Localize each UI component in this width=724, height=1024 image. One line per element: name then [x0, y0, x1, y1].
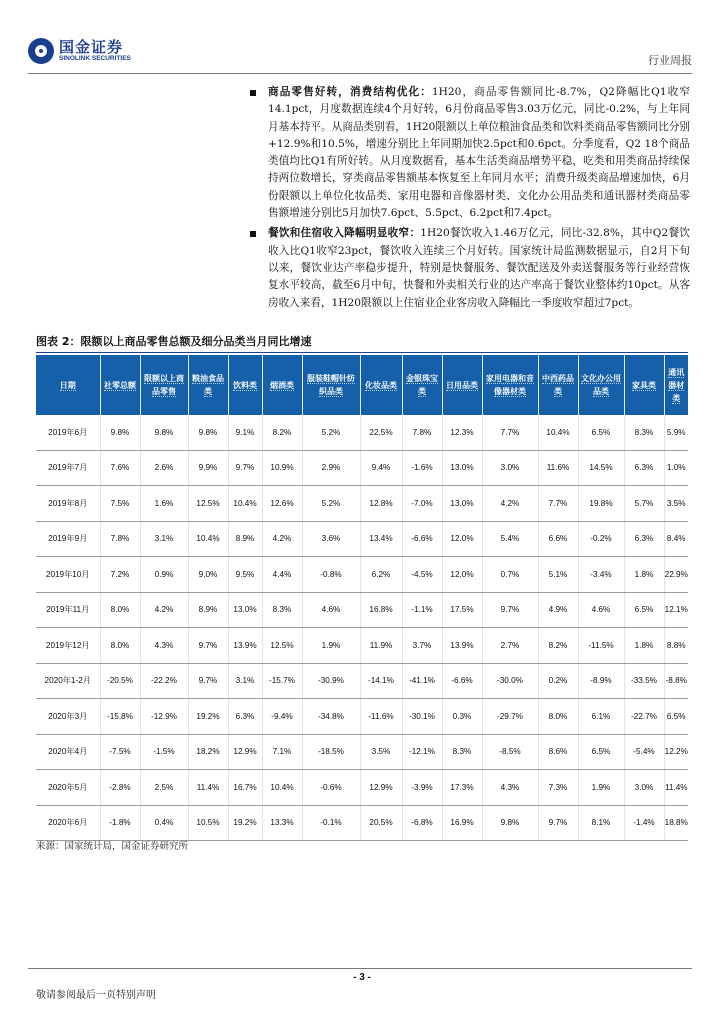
- table-cell: 0.7%: [482, 557, 538, 593]
- table-cell: -22.2%: [140, 663, 188, 699]
- table-cell: 7.3%: [538, 770, 578, 806]
- table-cell: 6.5%: [578, 415, 624, 450]
- table-cell: 8.0%: [100, 628, 140, 664]
- table-cell: 8.0%: [100, 592, 140, 628]
- table-cell: 13.3%: [262, 805, 302, 841]
- table-cell: 2.7%: [482, 628, 538, 664]
- row-date-cell: 2019年10月: [36, 557, 100, 593]
- table-cell: 2.6%: [140, 450, 188, 486]
- table-cell: 5.1%: [538, 557, 578, 593]
- retail-growth-table: [36, 355, 688, 841]
- table-cell: 12.3%: [442, 415, 482, 450]
- bullet-title: 餐饮和住宿收入降幅明显收窄：: [268, 227, 421, 240]
- table-cell: 8.4%: [664, 521, 688, 557]
- table-cell: 6.5%: [578, 734, 624, 770]
- table-cell: -11.5%: [578, 628, 624, 664]
- table-row: [36, 521, 688, 557]
- table-cell: -6.6%: [402, 521, 442, 557]
- col-header: 服装鞋帽针纺织品类: [302, 355, 360, 415]
- table-cell: 3.1%: [140, 521, 188, 557]
- table-cell: 7.8%: [402, 415, 442, 450]
- table-cell: 13.0%: [442, 486, 482, 522]
- table-row: [36, 699, 688, 735]
- col-header: 烟酒类: [262, 355, 302, 415]
- bullet-body: 1H20，商品零售额同比-8.7%，Q2降幅比Q1收窄14.1pct，月度数据连续4个月好转，6月份商品零售3.03万亿元，同比-0.2%，与上年同月基本持平。从商品类别看，1H20限额以上单位粮油食品类和饮料类商品零售额同比分别+12.9%和10.5%，增速分别比上年同期加快2.5pct和0.6pct。分季度看，Q2 18个商品类值均比Q1有所好转。从月度数据看，基本生活类商品增势平稳，吃类和用类商品持续保持两位数增长，穿类商品零售额基本恢复至上年同月水平；消费升级类商品增速加快，6月份限额以上单位化妆品类、家用电器和音像器材类、文化办公用品类和通讯器材类商品零售额增速分别比5月加快7.6pct、5.5pct、6.2pct和7.4pct。: [268, 86, 690, 220]
- table-header-row: [36, 355, 688, 415]
- table-cell: 10.4%: [538, 415, 578, 450]
- table-cell: 11.4%: [188, 770, 228, 806]
- table-cell: -5.4%: [624, 734, 664, 770]
- row-date-cell: 2019年6月: [36, 415, 100, 450]
- table-cell: 12.0%: [442, 557, 482, 593]
- table-cell: -15.8%: [100, 699, 140, 735]
- table-cell: 1.8%: [624, 557, 664, 593]
- data-table-container: [36, 355, 688, 841]
- table-cell: 9.7%: [538, 805, 578, 841]
- table-cell: -15.7%: [262, 663, 302, 699]
- header-divider: [28, 73, 692, 74]
- table-cell: 9.7%: [188, 628, 228, 664]
- table-cell: 10.5%: [188, 805, 228, 841]
- figure-title: 图表 2：限额以上商品零售总额及细分品类当月同比增速: [36, 334, 688, 353]
- table-cell: 5.7%: [624, 486, 664, 522]
- table-cell: 11.4%: [664, 770, 688, 806]
- table-cell: -3.4%: [578, 557, 624, 593]
- table-cell: 8.9%: [188, 592, 228, 628]
- table-cell: 11.6%: [538, 450, 578, 486]
- table-cell: 6.3%: [228, 699, 262, 735]
- table-cell: 5.4%: [482, 521, 538, 557]
- table-cell: -12.1%: [402, 734, 442, 770]
- disclaimer: 敬请参阅最后一页特别声明: [36, 990, 156, 1001]
- table-cell: 8.3%: [624, 415, 664, 450]
- table-cell: 12.8%: [360, 486, 402, 522]
- table-cell: 8.2%: [262, 415, 302, 450]
- table-cell: -14.1%: [360, 663, 402, 699]
- table-cell: 16.7%: [228, 770, 262, 806]
- table-cell: 14.5%: [578, 450, 624, 486]
- table-cell: 8.1%: [578, 805, 624, 841]
- table-cell: 4.9%: [538, 592, 578, 628]
- table-cell: 0.2%: [538, 663, 578, 699]
- table-cell: -2.8%: [100, 770, 140, 806]
- row-date-cell: 2019年12月: [36, 628, 100, 664]
- table-cell: -7.5%: [100, 734, 140, 770]
- table-cell: 8.3%: [262, 592, 302, 628]
- table-cell: 4.4%: [262, 557, 302, 593]
- col-header: 社零总额: [100, 355, 140, 415]
- table-cell: 18.2%: [188, 734, 228, 770]
- table-cell: 5.2%: [302, 415, 360, 450]
- table-cell: -41.1%: [402, 663, 442, 699]
- logo-en: SINOLINK SECURITIES: [59, 55, 131, 62]
- analysis-bullets: [250, 84, 690, 315]
- table-cell: -1.1%: [402, 592, 442, 628]
- table-cell: -29.7%: [482, 699, 538, 735]
- table-cell: 0.4%: [140, 805, 188, 841]
- table-cell: -7.0%: [402, 486, 442, 522]
- table-cell: 9.9%: [188, 450, 228, 486]
- table-cell: -8.5%: [482, 734, 538, 770]
- table-row: [36, 663, 688, 699]
- table-cell: 8.8%: [664, 628, 688, 664]
- company-logo: [28, 38, 131, 64]
- table-cell: 13.9%: [442, 628, 482, 664]
- table-cell: 3.7%: [402, 628, 442, 664]
- table-cell: 17.3%: [442, 770, 482, 806]
- table-cell: 19.8%: [578, 486, 624, 522]
- col-header: 日用品类: [442, 355, 482, 415]
- table-cell: 22.5%: [360, 415, 402, 450]
- table-cell: 10.4%: [228, 486, 262, 522]
- table-cell: 7.1%: [262, 734, 302, 770]
- table-cell: -33.5%: [624, 663, 664, 699]
- table-cell: 13.0%: [228, 592, 262, 628]
- table-row: [36, 450, 688, 486]
- table-cell: 9.4%: [360, 450, 402, 486]
- row-date-cell: 2020年1-2月: [36, 663, 100, 699]
- table-cell: 19.2%: [228, 805, 262, 841]
- table-cell: -8.9%: [578, 663, 624, 699]
- table-cell: 12.5%: [188, 486, 228, 522]
- table-cell: 3.0%: [624, 770, 664, 806]
- table-cell: 7.7%: [538, 486, 578, 522]
- table-cell: 1.9%: [578, 770, 624, 806]
- row-date-cell: 2020年3月: [36, 699, 100, 735]
- table-cell: 4.2%: [482, 486, 538, 522]
- table-cell: -0.2%: [578, 521, 624, 557]
- table-row: [36, 805, 688, 841]
- table-cell: 13.9%: [228, 628, 262, 664]
- col-header: 中西药品类: [538, 355, 578, 415]
- table-cell: 5.2%: [302, 486, 360, 522]
- col-header: 家具类: [624, 355, 664, 415]
- table-cell: 12.9%: [360, 770, 402, 806]
- table-cell: 8.2%: [538, 628, 578, 664]
- table-cell: -20.5%: [100, 663, 140, 699]
- bullet-square-icon: [250, 90, 256, 96]
- table-cell: 12.2%: [664, 734, 688, 770]
- table-cell: -6.8%: [402, 805, 442, 841]
- bullet-catering: [250, 225, 690, 311]
- table-cell: 12.9%: [228, 734, 262, 770]
- table-cell: -0.6%: [302, 770, 360, 806]
- figure-source: 来源：国家统计局，国金证券研究所: [36, 841, 189, 852]
- table-cell: 4.2%: [262, 521, 302, 557]
- table-cell: 9.5%: [228, 557, 262, 593]
- table-cell: 9.8%: [100, 415, 140, 450]
- page-number: - 3 -: [353, 972, 371, 983]
- table-cell: 12.5%: [262, 628, 302, 664]
- table-cell: 4.6%: [302, 592, 360, 628]
- table-cell: 10.4%: [188, 521, 228, 557]
- table-cell: -3.9%: [402, 770, 442, 806]
- row-date-cell: 2020年5月: [36, 770, 100, 806]
- table-cell: 22.9%: [664, 557, 688, 593]
- table-cell: 12.0%: [442, 521, 482, 557]
- table-cell: 4.2%: [140, 592, 188, 628]
- table-cell: -34.8%: [302, 699, 360, 735]
- table-cell: 6.2%: [360, 557, 402, 593]
- table-cell: -1.4%: [624, 805, 664, 841]
- table-cell: 8.9%: [228, 521, 262, 557]
- table-cell: 7.6%: [100, 450, 140, 486]
- table-cell: 6.1%: [578, 699, 624, 735]
- table-cell: 9.7%: [482, 592, 538, 628]
- table-cell: -1.6%: [402, 450, 442, 486]
- table-cell: 10.9%: [262, 450, 302, 486]
- table-cell: 6.3%: [624, 450, 664, 486]
- bullet-square-icon: [250, 231, 256, 237]
- table-cell: 2.5%: [140, 770, 188, 806]
- table-cell: 3.5%: [664, 486, 688, 522]
- col-header: 粮油食品类: [188, 355, 228, 415]
- row-date-cell: 2019年8月: [36, 486, 100, 522]
- table-cell: 2.9%: [302, 450, 360, 486]
- row-date-cell: 2020年4月: [36, 734, 100, 770]
- bullet-body: 1H20餐饮收入1.46万亿元，同比-32.8%，其中Q2餐饮收入比Q1收窄23pct，餐饮收入连续三个月好转。国家统计局监测数据显示，自2月下旬以来，餐饮业达产率稳步提升，特别是快餐服务、餐饮配送及外卖送餐服务等行业经营恢复水平较高，截至6月中旬，快餐和外卖相关行业的达产率高于餐饮业整体约10pct。从客房收入来看，1H20限额以上住宿业企业客房收入降幅比一季度收窄超过7pct。: [268, 227, 690, 309]
- table-cell: 6.3%: [624, 521, 664, 557]
- table-cell: -4.5%: [402, 557, 442, 593]
- table-cell: 20.5%: [360, 805, 402, 841]
- table-cell: 4.3%: [482, 770, 538, 806]
- table-cell: 9.7%: [228, 450, 262, 486]
- table-cell: 12.1%: [664, 592, 688, 628]
- col-header: 家用电器和音像器材类: [482, 355, 538, 415]
- col-header: 通讯器材类: [664, 355, 688, 415]
- table-cell: 9.8%: [482, 805, 538, 841]
- logo-mark-icon: [28, 38, 54, 64]
- table-cell: 9.1%: [228, 415, 262, 450]
- col-header: 日期: [36, 355, 100, 415]
- table-cell: 0.9%: [140, 557, 188, 593]
- table-row: [36, 486, 688, 522]
- row-date-cell: 2019年9月: [36, 521, 100, 557]
- table-cell: -9.4%: [262, 699, 302, 735]
- row-date-cell: 2019年11月: [36, 592, 100, 628]
- table-cell: 1.9%: [302, 628, 360, 664]
- table-cell: -18.5%: [302, 734, 360, 770]
- footer-divider: [28, 968, 692, 969]
- table-cell: -6.6%: [442, 663, 482, 699]
- bullet-title: 商品零售好转，消费结构优化：: [268, 86, 432, 98]
- table-row: [36, 592, 688, 628]
- col-header: 金银珠宝类: [402, 355, 442, 415]
- report-category: 行业周报: [648, 54, 692, 67]
- table-cell: 0.3%: [442, 699, 482, 735]
- table-cell: 3.0%: [482, 450, 538, 486]
- table-cell: 6.5%: [624, 592, 664, 628]
- table-cell: 11.9%: [360, 628, 402, 664]
- table-cell: -11.6%: [360, 699, 402, 735]
- table-cell: 8.6%: [538, 734, 578, 770]
- table-cell: 9.8%: [188, 415, 228, 450]
- table-cell: 13.4%: [360, 521, 402, 557]
- col-header: 饮料类: [228, 355, 262, 415]
- table-cell: -0.8%: [302, 557, 360, 593]
- table-cell: 1.0%: [664, 450, 688, 486]
- table-cell: -22.7%: [624, 699, 664, 735]
- table-cell: -30.9%: [302, 663, 360, 699]
- table-cell: 4.6%: [578, 592, 624, 628]
- table-cell: 1.6%: [140, 486, 188, 522]
- table-cell: -30.1%: [402, 699, 442, 735]
- table-row: [36, 628, 688, 664]
- table-cell: 7.7%: [482, 415, 538, 450]
- table-cell: -0.1%: [302, 805, 360, 841]
- table-cell: 3.5%: [360, 734, 402, 770]
- row-date-cell: 2019年7月: [36, 450, 100, 486]
- table-row: [36, 557, 688, 593]
- table-cell: 7.5%: [100, 486, 140, 522]
- table-cell: 1.8%: [624, 628, 664, 664]
- table-cell: 3.6%: [302, 521, 360, 557]
- table-cell: -1.5%: [140, 734, 188, 770]
- table-cell: 13.0%: [442, 450, 482, 486]
- table-row: [36, 770, 688, 806]
- table-cell: 4.3%: [140, 628, 188, 664]
- table-row: [36, 415, 688, 450]
- table-cell: 9.0%: [188, 557, 228, 593]
- table-cell: 6.5%: [664, 699, 688, 735]
- bullet-retail: [250, 84, 690, 222]
- table-cell: 7.2%: [100, 557, 140, 593]
- row-date-cell: 2020年6月: [36, 805, 100, 841]
- table-row: [36, 734, 688, 770]
- table-cell: -12.9%: [140, 699, 188, 735]
- logo-cn: 国金证券: [59, 38, 124, 56]
- table-cell: -1.8%: [100, 805, 140, 841]
- table-cell: 7.8%: [100, 521, 140, 557]
- col-header: 限额以上商品零售: [140, 355, 188, 415]
- table-cell: -30.0%: [482, 663, 538, 699]
- table-cell: 9.8%: [140, 415, 188, 450]
- table-cell: 18.8%: [664, 805, 688, 841]
- table-cell: 6.6%: [538, 521, 578, 557]
- table-body: [36, 415, 688, 841]
- table-cell: 16.9%: [442, 805, 482, 841]
- table-cell: 17.5%: [442, 592, 482, 628]
- col-header: 化妆品类: [360, 355, 402, 415]
- table-cell: 8.3%: [442, 734, 482, 770]
- table-cell: 3.1%: [228, 663, 262, 699]
- table-cell: -8.8%: [664, 663, 688, 699]
- col-header: 文化办公用品类: [578, 355, 624, 415]
- table-cell: 19.2%: [188, 699, 228, 735]
- table-cell: 5.9%: [664, 415, 688, 450]
- table-cell: 9.7%: [188, 663, 228, 699]
- table-cell: 16.8%: [360, 592, 402, 628]
- table-cell: 10.4%: [262, 770, 302, 806]
- table-cell: 8.0%: [538, 699, 578, 735]
- table-cell: 12.6%: [262, 486, 302, 522]
- page-header: [28, 38, 692, 74]
